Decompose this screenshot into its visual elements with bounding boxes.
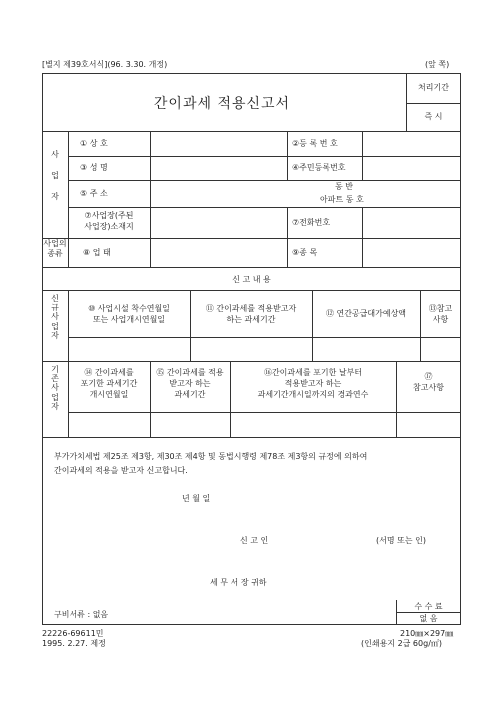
- new-business-label: 신 규 사 업 자: [51, 294, 59, 340]
- new-note-header: ⑬참고 사항: [428, 304, 453, 324]
- business-type-label: 사업의 종류: [43, 239, 67, 259]
- exist-tax-period-header: ⑮ 간이과세를 적용 받고자 하는 과세기간: [156, 368, 224, 399]
- existing-business-label: 기 존 사 업 자: [51, 365, 59, 411]
- address-label: ⑤ 주 소: [80, 189, 108, 198]
- expected-supply-header: ⑫ 연간공급대가예상액: [325, 309, 407, 318]
- phone-label: ⑦전화번호: [292, 218, 331, 227]
- new-start-date-header: ⑩ 사업시설 착수연월일 또는 사업개시연월일: [88, 304, 170, 324]
- fee-value: 없 음: [419, 614, 438, 623]
- trade-name-label: ① 상 호: [80, 139, 108, 148]
- process-period-value: 즉 시: [424, 112, 443, 121]
- required-docs: 구비서류 : 없음: [54, 610, 109, 619]
- business-owner-label: 사 업 자: [51, 150, 59, 201]
- report-date: 년 월 일: [182, 494, 211, 503]
- addressee: 세 무 서 장 귀하: [210, 578, 267, 587]
- address-apt-label: 아파트 동 호: [320, 195, 364, 204]
- paper-size: 210㎜×297㎜: [400, 629, 454, 638]
- name-label: ③ 성 명: [80, 163, 108, 172]
- process-period-label: 처리기간: [418, 83, 449, 92]
- new-tax-period-header: ⑪ 간이과세를 적용받고자 하는 과세기간: [205, 304, 297, 324]
- page-side: (앞 쪽): [425, 60, 450, 69]
- item-label: ⑨종 목: [292, 248, 318, 257]
- elapsed-years-header: ⑯간이과세를 포기한 날부터 적용받고자 하는 과세기간개시일까지의 경과연수: [257, 368, 369, 399]
- form-code: 22226-69611민: [42, 629, 104, 638]
- signature-note: (서명 또는 인): [376, 536, 426, 545]
- paper-spec: (인쇄용지 2급 60g/㎡): [361, 639, 443, 648]
- business-status-label: ⑧ 업 태: [83, 248, 111, 257]
- legal-statement-line2: 간이과세의 적용을 받고자 신고합니다.: [54, 466, 188, 475]
- resident-number-label: ④주민등록번호: [292, 163, 346, 172]
- workplace-label: ⑦사업장(주된 사업장)소재지: [84, 211, 134, 232]
- fee-label: 수 수 료: [414, 602, 443, 611]
- report-content-heading: 신 고 내 용: [232, 275, 271, 284]
- registration-number-label: ②등 록 번 호: [292, 139, 338, 148]
- address-dong-label: 동 반: [335, 182, 353, 191]
- form-title: 간이과세 적용신고서: [153, 96, 291, 112]
- reporter-label: 신 고 인: [240, 536, 269, 545]
- legal-statement-line1: 부가가치세법 제25조 제3항, 제30조 제4항 및 동법시행령 제78조 제3항의 규정에 의하여: [54, 452, 368, 461]
- form-number: [별지 제39호서식](96. 3.30. 개정): [42, 60, 168, 69]
- enactment-date: 1995. 2.27. 제정: [42, 639, 106, 648]
- waived-period-header: ⑭ 간이과세를 포기한 과세기간 개시연월일: [80, 368, 138, 399]
- exist-note-header: ⑰ 참고사항: [413, 372, 444, 392]
